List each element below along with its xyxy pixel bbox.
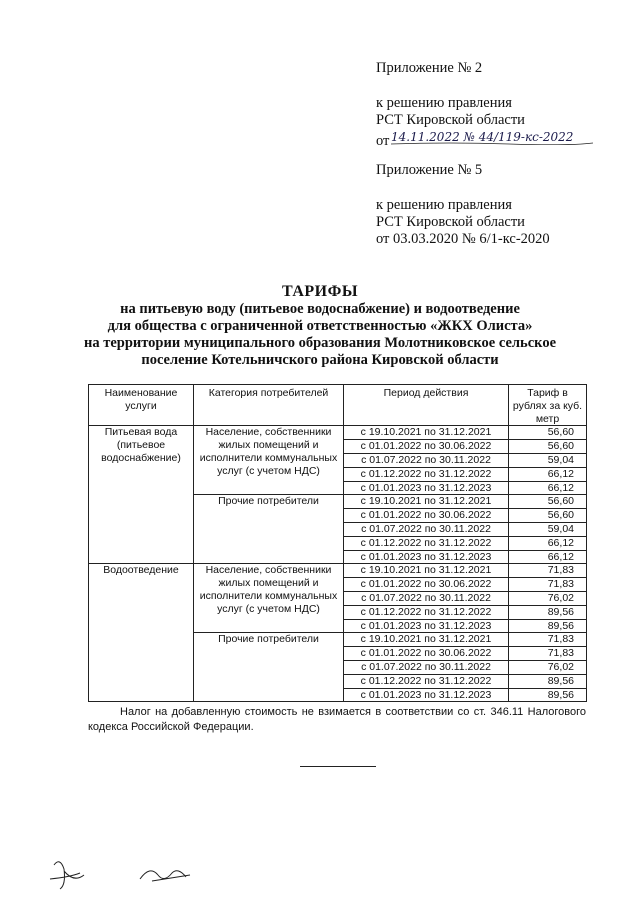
- tariff-value-cell: 71,83: [509, 647, 587, 661]
- service-name-cell: Питьевая вода (питьевое водоснабжение): [89, 426, 194, 564]
- heading-title: ТАРИФЫ: [281, 283, 359, 300]
- appendix-2-prefix: от: [376, 133, 390, 149]
- heading-line1: на питьевую воду (питьевое водоснабжение) и водоотведение: [120, 301, 520, 317]
- table-body: [89, 426, 587, 702]
- tariff-value-cell: 76,02: [509, 660, 587, 674]
- document-heading: [40, 283, 600, 369]
- period-cell: с 01.01.2023 по 31.12.2023: [344, 481, 509, 495]
- tariff-value-cell: 59,04: [509, 453, 587, 467]
- tariff-value-cell: 59,04: [509, 522, 587, 536]
- period-cell: с 01.01.2022 по 30.06.2022: [344, 440, 509, 454]
- header-tariff: Тариф в рублях за куб. метр: [509, 385, 587, 426]
- period-cell: с 01.01.2022 по 30.06.2022: [344, 509, 509, 523]
- period-cell: с 19.10.2021 по 31.12.2021: [344, 633, 509, 647]
- category-cell: Прочие потребители: [194, 495, 344, 564]
- tariff-value-cell: 56,60: [509, 495, 587, 509]
- heading-line4: поселение Котельничского района Кировской области: [141, 352, 499, 368]
- handwritten-decision-number: [389, 129, 594, 145]
- appendix-5-title: Приложение № 5: [376, 162, 483, 178]
- tariff-value-cell: 56,60: [509, 426, 587, 440]
- appendix-5-line2: РСТ Кировской области: [376, 214, 525, 230]
- period-cell: с 01.07.2022 по 30.11.2022: [344, 522, 509, 536]
- table-row: [89, 426, 587, 440]
- end-separator-line: [300, 766, 376, 767]
- signature-1: [50, 862, 84, 889]
- appendix-2-block: [376, 60, 594, 150]
- period-cell: с 01.12.2022 по 31.12.2022: [344, 536, 509, 550]
- tariff-value-cell: 71,83: [509, 578, 587, 592]
- period-cell: с 01.12.2022 по 31.12.2022: [344, 467, 509, 481]
- period-cell: с 01.07.2022 по 30.11.2022: [344, 591, 509, 605]
- period-cell: с 01.01.2023 по 31.12.2023: [344, 619, 509, 633]
- tariff-value-cell: 66,12: [509, 550, 587, 564]
- tariff-value-cell: 89,56: [509, 619, 587, 633]
- tariff-value-cell: 66,12: [509, 481, 587, 495]
- category-cell: Прочие потребители: [194, 633, 344, 702]
- category-cell: Население, собственники жилых помещений и исполнители коммунальных услуг (с учетом НДС): [194, 426, 344, 495]
- tariff-value-cell: 71,83: [509, 633, 587, 647]
- tariff-value-cell: 89,56: [509, 674, 587, 688]
- appendix-2-line1: к решению правления: [376, 95, 512, 111]
- period-cell: с 19.10.2021 по 31.12.2021: [344, 495, 509, 509]
- appendix-2-line2: РСТ Кировской области: [376, 112, 525, 128]
- table-row: [89, 564, 587, 578]
- period-cell: с 01.01.2022 по 30.06.2022: [344, 647, 509, 661]
- period-cell: с 19.10.2021 по 31.12.2021: [344, 564, 509, 578]
- period-cell: с 01.01.2023 по 31.12.2023: [344, 688, 509, 702]
- tariff-value-cell: 66,12: [509, 467, 587, 481]
- tariffs-table: [88, 384, 587, 702]
- period-cell: с 19.10.2021 по 31.12.2021: [344, 426, 509, 440]
- heading-line2: для общества с ограниченной ответственностью «ЖКХ Олиста»: [107, 318, 533, 334]
- tariff-value-cell: 89,56: [509, 605, 587, 619]
- period-cell: с 01.12.2022 по 31.12.2022: [344, 605, 509, 619]
- header-category: Категория потребителей: [194, 385, 344, 426]
- period-cell: с 01.12.2022 по 31.12.2022: [344, 674, 509, 688]
- tariff-value-cell: 56,60: [509, 509, 587, 523]
- category-cell: Население, собственники жилых помещений и исполнители коммунальных услуг (с учетом НДС): [194, 564, 344, 633]
- appendix-2-title: Приложение № 2: [376, 60, 483, 76]
- table-header-row: [89, 385, 587, 426]
- period-cell: с 01.01.2022 по 30.06.2022: [344, 578, 509, 592]
- period-cell: с 01.01.2023 по 31.12.2023: [344, 550, 509, 564]
- header-period: Период действия: [344, 385, 509, 426]
- header-service: Наименование услуги: [89, 385, 194, 426]
- signature-2: [140, 871, 190, 881]
- service-name-cell: Водоотведение: [89, 564, 194, 702]
- heading-line3: на территории муниципального образования Молотниковское сельское: [83, 335, 557, 351]
- period-cell: с 01.07.2022 по 30.11.2022: [344, 660, 509, 674]
- appendix-5-line1: к решению правления: [376, 197, 512, 213]
- tariff-value-cell: 76,02: [509, 591, 587, 605]
- handwritten-decision-text: 14.11.2022 № 44/119-кс-2022: [391, 130, 574, 144]
- appendix-2-date-line: [376, 129, 594, 150]
- tariff-value-cell: 66,12: [509, 536, 587, 550]
- appendix-5-block: [376, 162, 550, 248]
- tax-note: [88, 705, 586, 735]
- period-cell: с 01.07.2022 по 30.11.2022: [344, 453, 509, 467]
- tariff-value-cell: 89,56: [509, 688, 587, 702]
- tariff-value-cell: 71,83: [509, 564, 587, 578]
- tariff-value-cell: 56,60: [509, 440, 587, 454]
- tax-note-text: Налог на добавленную стоимость не взимается в соответствии со ст. 346.11 Налогового кодекса Российской Федерации.: [88, 706, 586, 733]
- appendix-5-line3: от 03.03.2020 № 6/1-кс-2020: [376, 231, 550, 247]
- signature-marks: [40, 855, 220, 895]
